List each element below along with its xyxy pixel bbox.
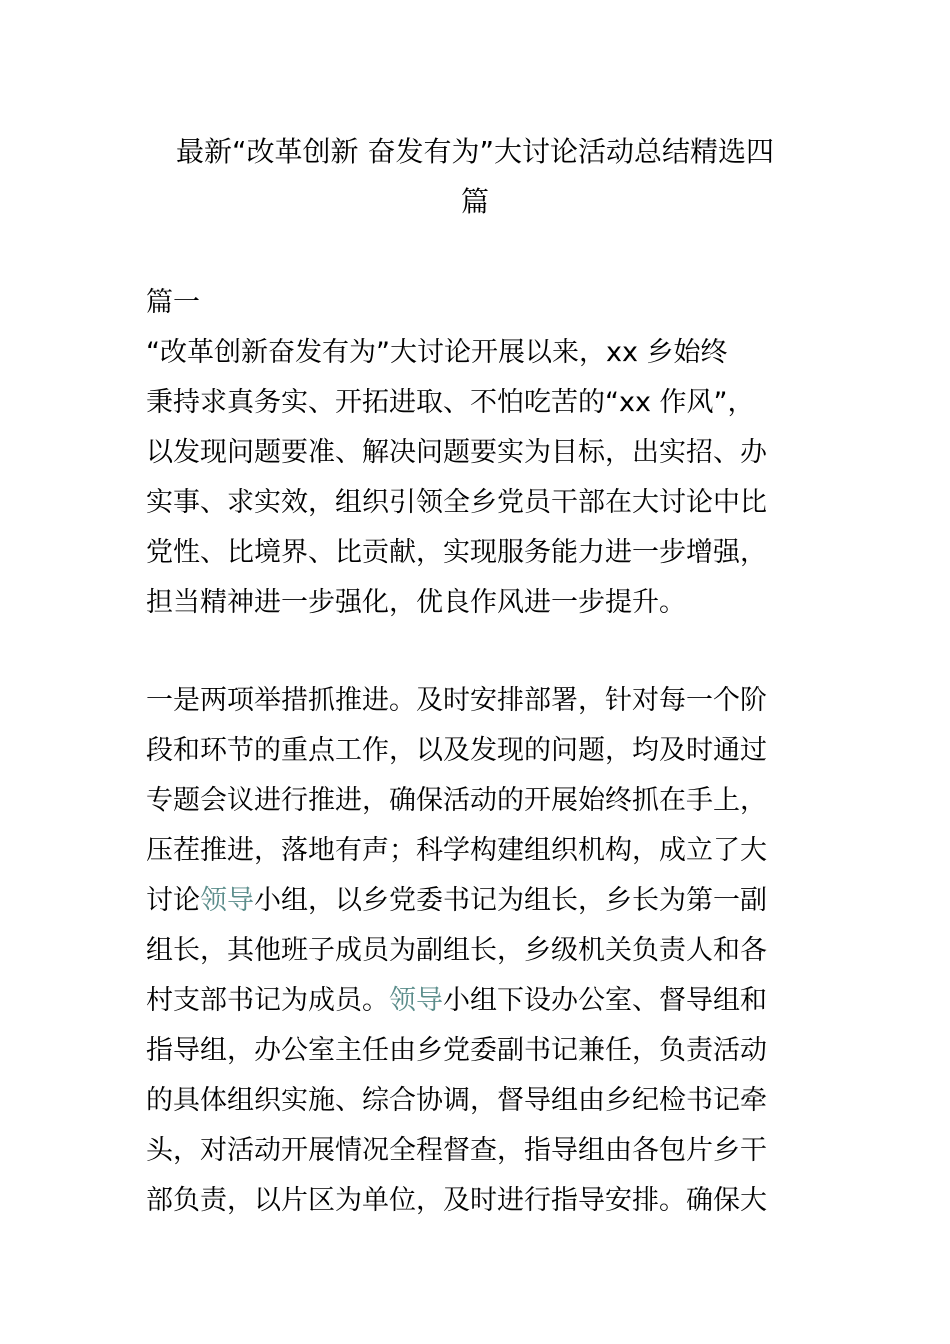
- paragraph-1-line: “改革创新奋发有为”大讨论开展以来，xx 乡始终: [146, 337, 728, 368]
- document-title-line-1: 最新“改革创新 奋发有为”大讨论活动总结精选四: [176, 135, 774, 168]
- paragraph-1-line: 秉持求真务实、开拓进取、不怕吃苦的“xx 作风”，: [146, 387, 755, 418]
- text-segment: 小组，以乡党委书记为组长，乡长为第一副: [254, 885, 767, 916]
- paragraph-2-line: 头，对活动开展情况全程督查，指导组由各包片乡干: [146, 1135, 767, 1166]
- paragraph-2-line: [146, 981, 767, 1021]
- paragraph-2-line: 部负责，以片区为单位，及时进行指导安排。确保大: [146, 1185, 767, 1216]
- paragraph-1-line: 党性、比境界、比贡献，实现服务能力进一步增强，: [146, 537, 767, 568]
- highlighted-term: 领导: [200, 885, 254, 916]
- paragraph-2-line: 指导组，办公室主任由乡党委副书记兼任，负责活动: [146, 1035, 767, 1066]
- section-heading: 篇一: [146, 287, 200, 318]
- highlighted-term: 领导: [389, 985, 443, 1016]
- paragraph-2-line: 段和环节的重点工作，以及发现的问题，均及时通过: [146, 735, 767, 766]
- paragraph-1-line: 以发现问题要准、解决问题要实为目标，出实招、办: [146, 437, 767, 468]
- paragraph-2-line: 的具体组织实施、综合协调，督导组由乡纪检书记牵: [146, 1085, 767, 1116]
- paragraph-2-line: 专题会议进行推进，确保活动的开展始终抓在手上，: [146, 785, 767, 816]
- text-segment: 小组下设办公室、督导组和: [443, 985, 767, 1016]
- paragraph-1-line: 担当精神进一步强化，优良作风进一步提升。: [146, 587, 686, 618]
- text-segment: 讨论: [146, 885, 200, 916]
- paragraph-1-line: 实事、求实效，组织引领全乡党员干部在大讨论中比: [146, 487, 767, 518]
- paragraph-2-line: 组长，其他班子成员为副组长，乡级机关负责人和各: [146, 935, 767, 966]
- text-segment: 村支部书记为成员。: [146, 985, 389, 1016]
- paragraph-2-line: 一是两项举措抓推进。及时安排部署，针对每一个阶: [146, 685, 767, 716]
- paragraph-2-line: 压茬推进，落地有声；科学构建组织机构，成立了大: [146, 835, 767, 866]
- paragraph-2-line: [146, 881, 767, 921]
- document-title-line-2: 篇: [460, 185, 489, 218]
